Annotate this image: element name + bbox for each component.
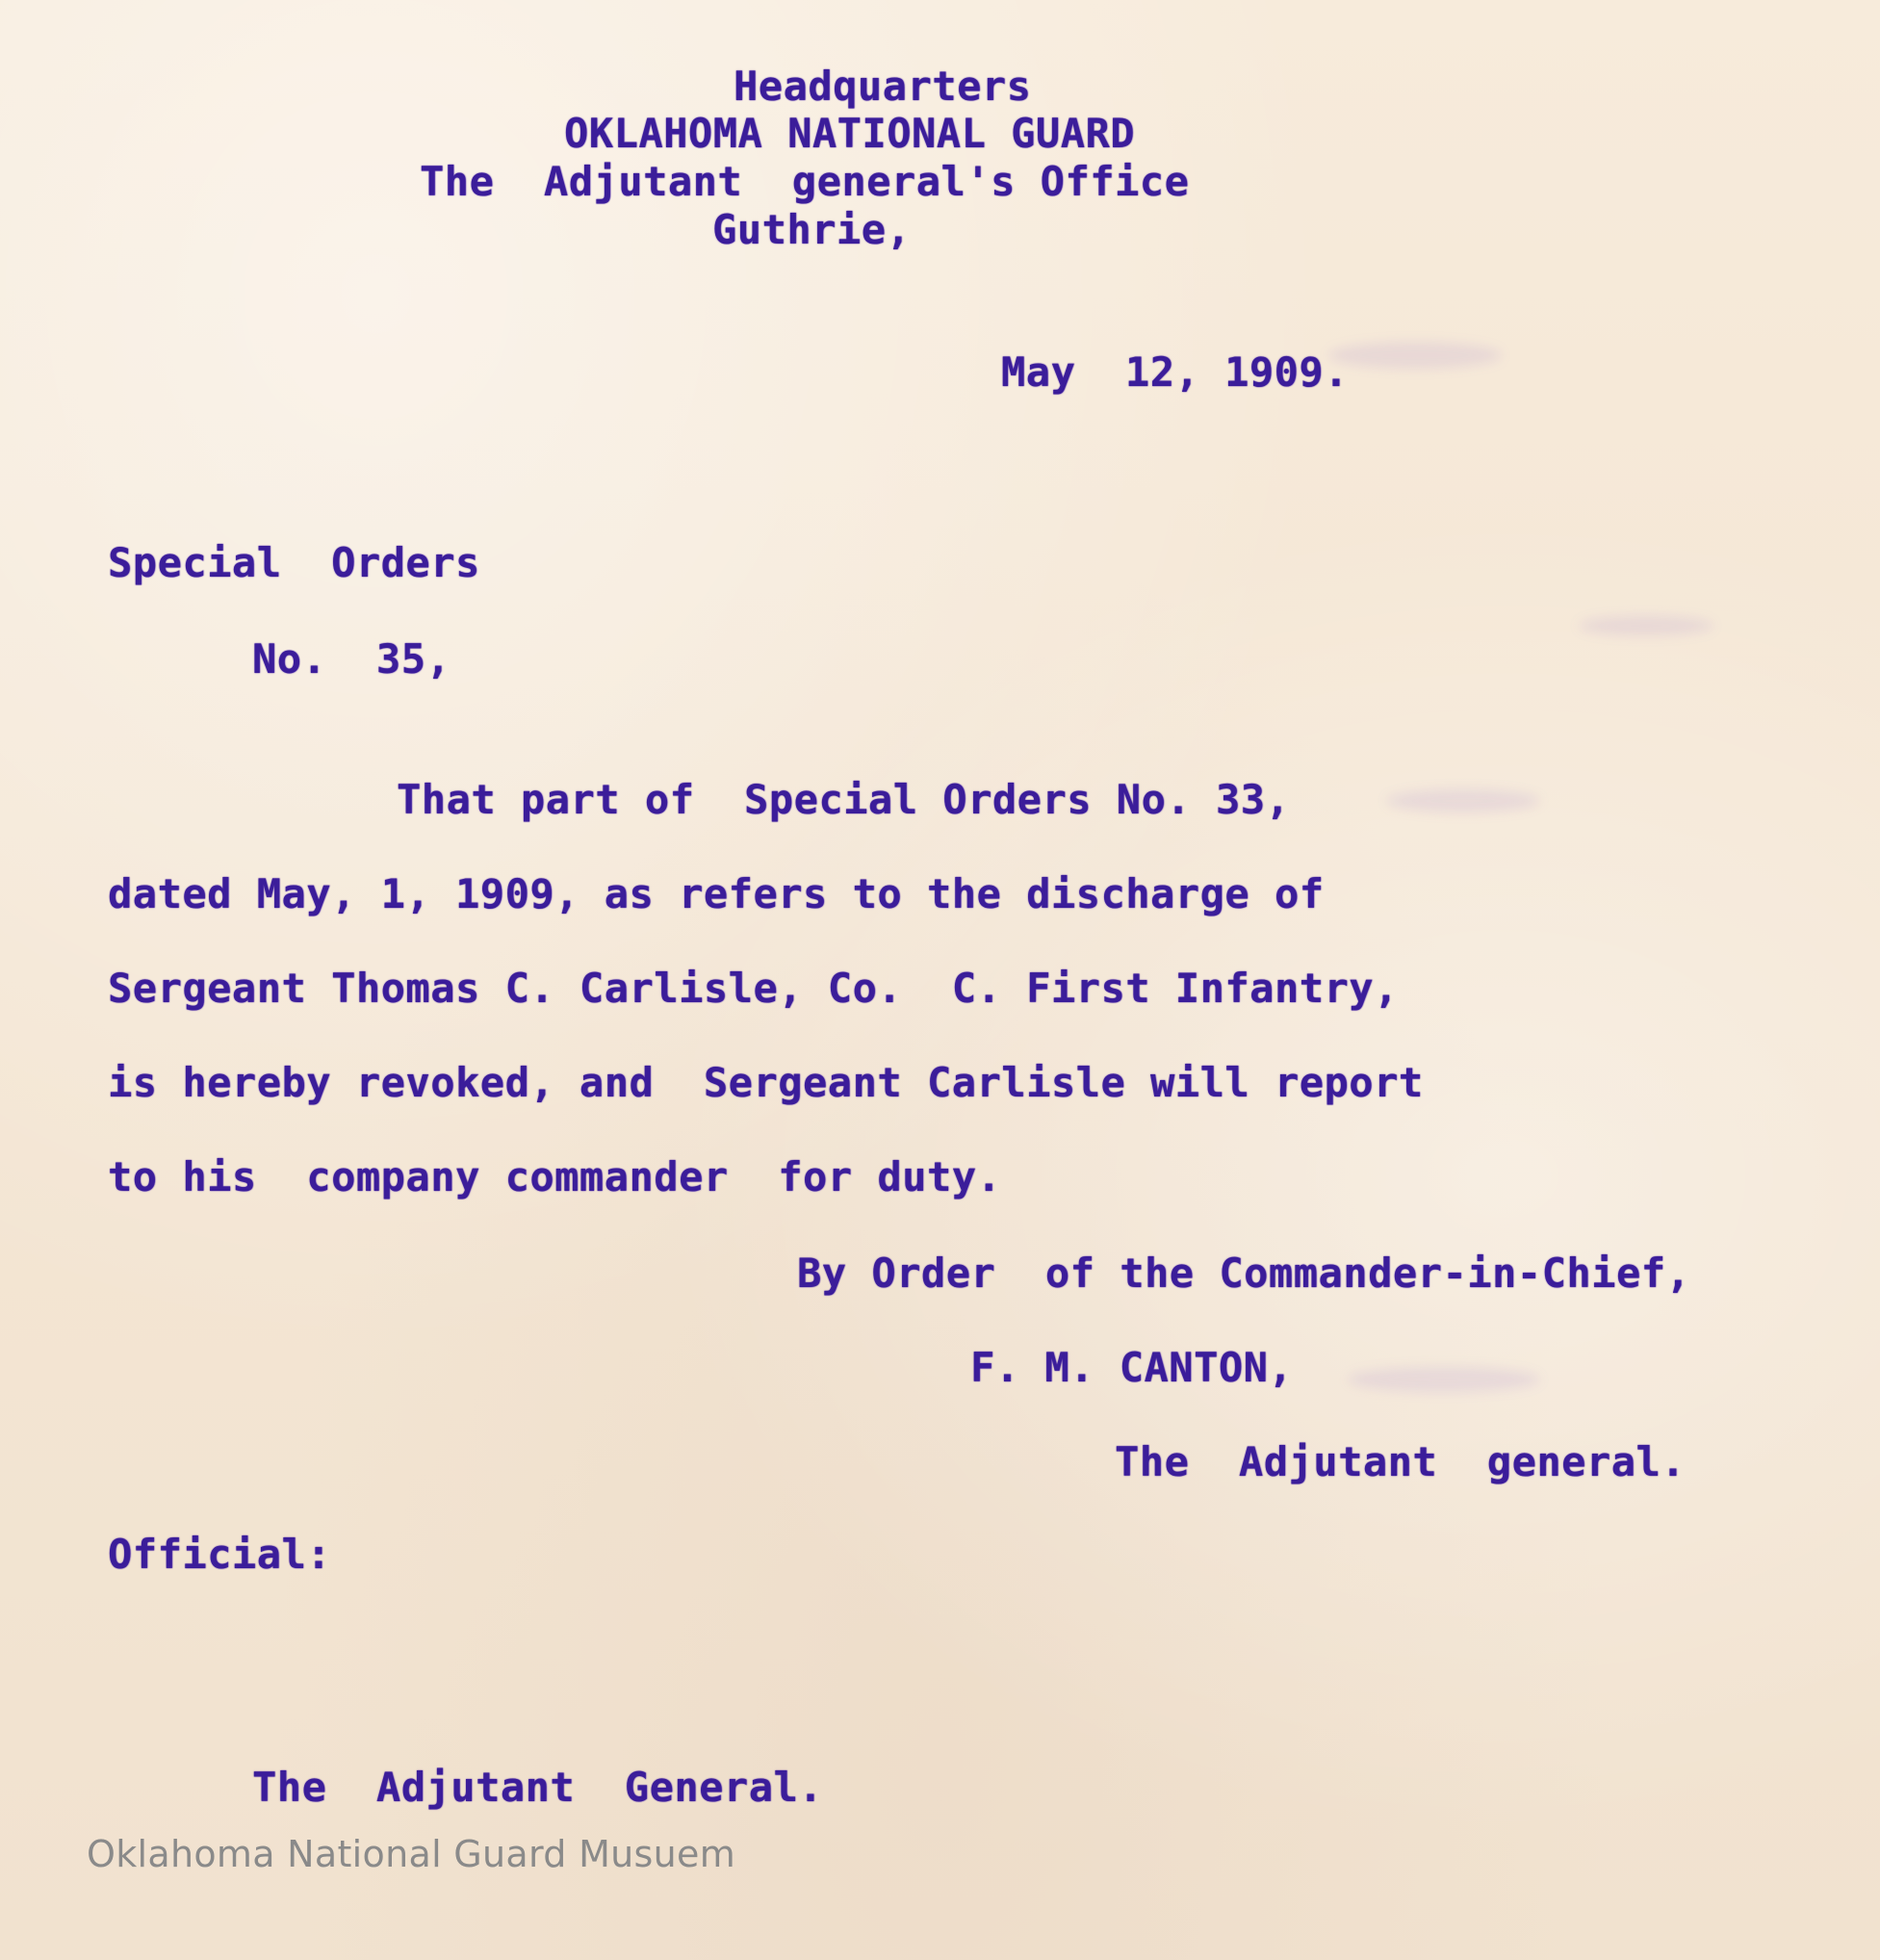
body-line: dated May, 1, 1909, as refers to the discharge of [108,870,1325,917]
special-orders-number: No. 35, [252,635,451,683]
official-title: The Adjutant General. [252,1764,824,1811]
official-label: Official: [108,1531,332,1578]
signature-authority: By Order of the Commander-in-Chief, [797,1250,1691,1297]
letterhead-organization: OKLAHOMA NATIONAL GUARD [564,110,1136,157]
body-line: Sergeant Thomas C. Carlisle, Co. C. First Infantry, [108,965,1399,1012]
letterhead-office: The Adjutant general's Office [420,158,1190,205]
ink-smudge [1328,342,1502,369]
body-line: That part of Special Orders No. 33, [397,776,1291,823]
body-line: is hereby revoked, and Sergeant Carlisle will report [108,1059,1424,1106]
signature-title: The Adjutant general. [1115,1438,1687,1485]
letterhead-location: Guthrie, [712,206,912,253]
ink-smudge [1348,1367,1540,1392]
document-date: May 12, 1909. [1001,348,1350,396]
letterhead-headquarters: Headquarters [734,63,1032,110]
body-line: to his company commander for duty. [108,1153,1002,1200]
special-orders-title: Special Orders [108,539,480,586]
ink-smudge [1579,616,1713,635]
signature-name: F. M. CANTON, [970,1344,1294,1391]
museum-watermark: Oklahoma National Guard Musuem [87,1833,736,1875]
ink-smudge [1386,789,1540,812]
